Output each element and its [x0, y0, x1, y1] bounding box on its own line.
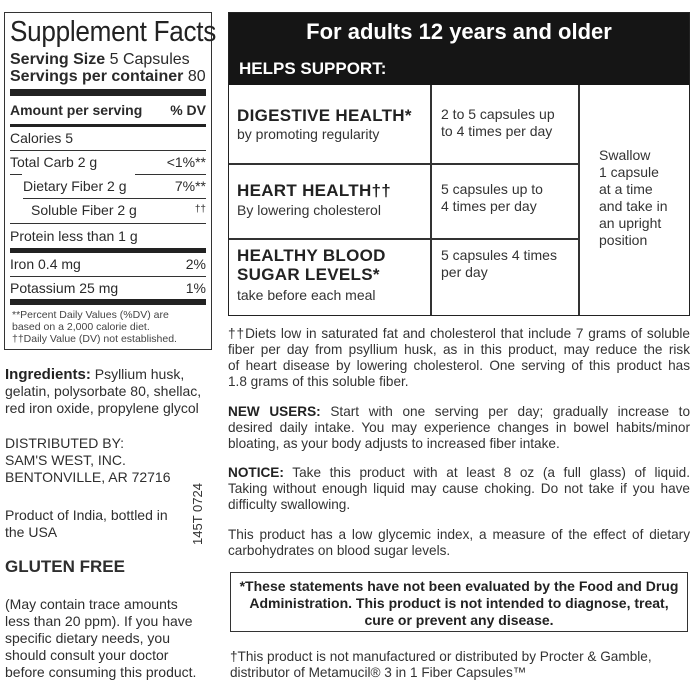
dose-line: 5 capsules up to	[441, 181, 543, 197]
benefit-title: DIGESTIVE HEALTH*	[237, 106, 412, 125]
divider	[10, 174, 22, 175]
divider	[229, 163, 579, 165]
serving-size: Serving Size 5 Capsules	[10, 51, 190, 68]
divider	[229, 238, 579, 240]
nutrient-row: Total Carb 2 g <1%**	[10, 154, 206, 170]
new-users-label: NEW USERS:	[228, 404, 321, 419]
swallow-line: 1 capsule	[599, 164, 659, 180]
benefit-subtitle: By lowering cholesterol	[237, 202, 381, 218]
nutrient-row: Soluble Fiber 2 g ††	[31, 202, 206, 218]
lot-code: 145T 0724	[190, 483, 205, 545]
swallow-line: an upright	[599, 215, 662, 231]
nutrient-row: Potassium 25 mg 1%	[10, 280, 206, 296]
divider	[10, 150, 206, 151]
gluten-free-label: GLUTEN FREE	[5, 557, 125, 576]
footnote: based on a 2,000 calorie diet.	[12, 321, 150, 333]
swallow-line: and take in	[599, 198, 668, 214]
supplement-facts-title: Supplement Facts	[10, 16, 217, 48]
gluten-note-line: less than 20 ppm). If you have	[5, 613, 193, 629]
trademark-paragraph: †This product is not manufactured or distributed by Procter & Gamble, distributor of Metamucil® 3 in 1 Fiber Capsules™	[230, 649, 652, 680]
gluten-note-line: (May contain trace amounts	[5, 596, 178, 612]
supplement-facts-panel	[4, 12, 217, 350]
servings-per-container: Servings per container 80	[10, 68, 206, 85]
panel-header	[229, 13, 689, 85]
dose-line: 2 to 5 capsules up	[441, 106, 555, 122]
dose-line: to 4 times per day	[441, 123, 553, 139]
amount-header: Amount per serving % DV	[10, 102, 206, 118]
nutrient-row: Iron 0.4 mg 2%	[10, 256, 206, 272]
footnote: **Percent Daily Values (%DV) are	[12, 309, 169, 321]
divider	[430, 85, 432, 315]
swallow-line: at a time	[599, 181, 653, 197]
distributor-line: SAM'S WEST, INC.	[5, 452, 126, 468]
age-heading: For adults 12 years and older	[306, 19, 612, 44]
divider	[10, 89, 206, 96]
fda-disclaimer-box: *These statements have not been evaluated by the Food and Drug Administration. This product is not intended to diagnose, treat, cure or prevent any disease.	[230, 572, 688, 632]
directions-panel	[228, 12, 690, 316]
benefit-title: SUGAR LEVELS*	[237, 265, 380, 284]
nutrient-row: Protein less than 1 g	[10, 228, 138, 244]
gluten-note-line: before consuming this product.	[5, 664, 197, 680]
ingredients-label: Ingredients:	[5, 366, 91, 383]
divider	[10, 276, 206, 277]
dose-line: 5 capsules 4 times	[441, 247, 557, 263]
dose-line: 4 times per day	[441, 198, 537, 214]
divider	[10, 223, 206, 224]
divider	[10, 299, 206, 305]
gluten-note-line: specific dietary needs, you	[5, 630, 170, 646]
ingredients-line: Ingredients: Psyllium husk,	[5, 366, 185, 383]
benefit-title: HEART HEALTH††	[237, 181, 392, 200]
distributor-line: BENTONVILLE, AR 72716	[5, 469, 171, 485]
notice-paragraph: NOTICE: Take this product with at least 8 oz (a full glass) of liquid. Taking without enough liquid may cause choking. Do not take if you have difficulty swallowing.	[228, 465, 690, 512]
dose-line: per day	[441, 264, 488, 280]
glycemic-paragraph: This product has a low glycemic index, a measure of the effect of dietary carbohydrates on blood sugar levels.	[228, 527, 690, 558]
distributor-line: DISTRIBUTED BY:	[5, 435, 125, 451]
footnote: ††Daily Value (DV) not established.	[12, 333, 177, 345]
divider	[578, 85, 580, 315]
divider	[10, 248, 206, 253]
nutrient-row: Calories 5	[10, 130, 74, 146]
new-users-paragraph: NEW USERS: Start with one serving per day; gradually increase to desired daily intake. You may experience changes in bowel habits/minor bloating, as your body adjusts to increased fiber intake.	[228, 404, 691, 451]
ingredients-line: gelatin, polysorbate 80, shellac,	[5, 383, 202, 399]
divider	[135, 174, 206, 175]
gluten-note-line: should consult your doctor	[5, 647, 169, 663]
origin-line: the USA	[5, 524, 58, 540]
benefit-title: HEALTHY BLOOD	[237, 246, 386, 265]
benefit-subtitle: by promoting regularity	[237, 126, 380, 142]
divider	[23, 198, 206, 199]
helps-support-heading: HELPS SUPPORT:	[239, 59, 387, 78]
notice-label: NOTICE:	[228, 465, 284, 480]
cholesterol-claim-paragraph: ††Diets low in saturated fat and cholesterol that include 7 grams of soluble fiber per day from psyllium husk, as in this product, may reduce the risk of heart disease by lowering cholesterol. One serving of this product has 1.8 grams of this soluble fiber.	[228, 326, 690, 389]
swallow-line: position	[599, 232, 648, 248]
benefit-subtitle: take before each meal	[237, 287, 376, 303]
nutrient-row: Dietary Fiber 2 g 7%**	[23, 178, 206, 194]
swallow-line: Swallow	[599, 147, 651, 163]
divider	[10, 124, 206, 127]
origin-line: Product of India, bottled in	[5, 507, 168, 523]
ingredients-line: red iron oxide, propylene glycol	[5, 400, 199, 416]
